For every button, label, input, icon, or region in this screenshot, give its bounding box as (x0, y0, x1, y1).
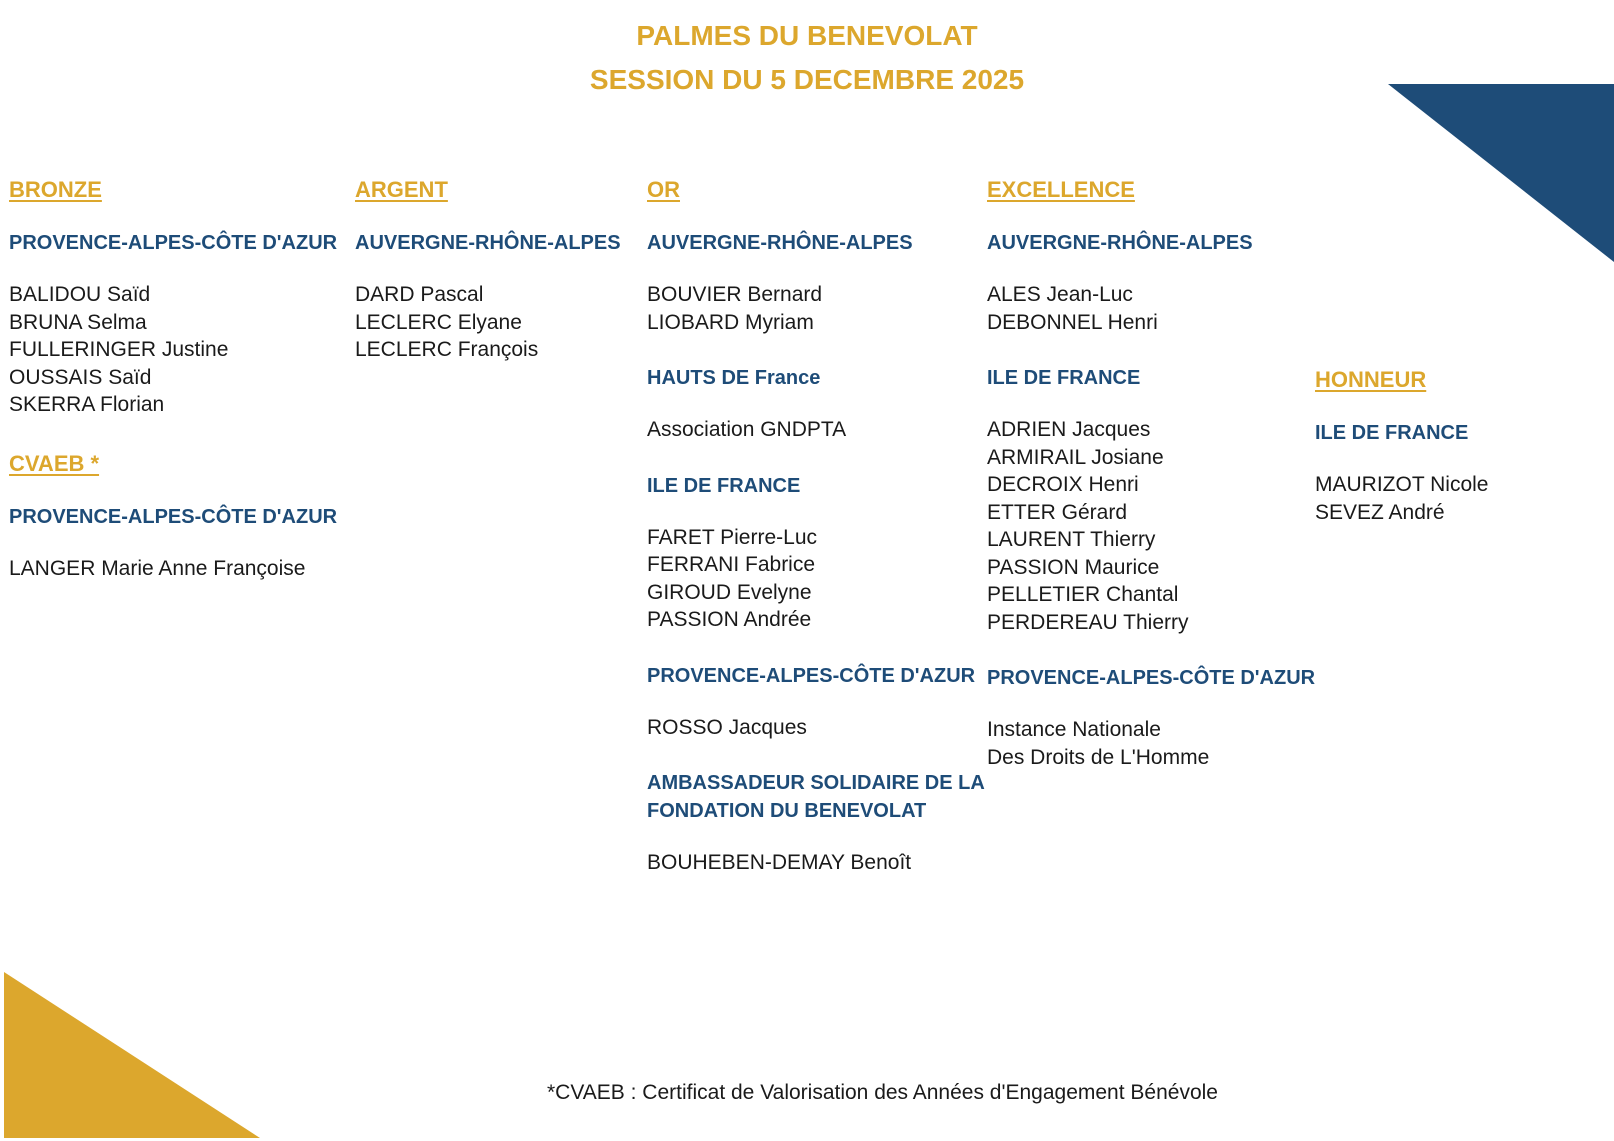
name-list (987, 716, 1315, 771)
category-excellence: EXCELLENCE (987, 177, 1135, 202)
name-item: BOUHEBEN-DEMAY Benoît (647, 851, 912, 874)
name-item: BOUVIER Bernard (647, 283, 823, 306)
name-list (647, 524, 985, 634)
name-item: LECLERC François (355, 338, 539, 361)
name-item: FARET Pierre-Luc (647, 525, 817, 549)
bronze-column (9, 175, 337, 419)
name-list (9, 555, 337, 583)
category-honneur: HONNEUR (1315, 367, 1427, 392)
name-list (987, 416, 1315, 636)
page-title (0, 14, 1614, 102)
name-item: FERRANI Fabrice (647, 553, 816, 576)
region-heading: ILE DE FRANCE (647, 474, 801, 497)
name-item: ROSSO Jacques (647, 715, 807, 739)
name-item: GIROUD Evelyne (647, 580, 812, 604)
name-item: LECLERC Elyane (355, 310, 522, 334)
name-list (647, 714, 985, 742)
name-item: DEBONNEL Henri (987, 310, 1158, 334)
region-heading: AUVERGNE-RHÔNE-ALPES (355, 232, 621, 254)
name-item: ETTER Gérard (987, 500, 1128, 524)
honneur-column (1315, 365, 1488, 526)
name-list (987, 281, 1315, 336)
category-argent: ARGENT (355, 177, 448, 202)
name-list (647, 849, 985, 877)
region-heading: AUVERGNE-RHÔNE-ALPES (647, 232, 913, 254)
name-item: DECROIX Henri (987, 473, 1139, 496)
argent-column (355, 175, 621, 364)
name-list (9, 281, 337, 419)
region-heading-line: FONDATION DU BENEVOLAT (647, 800, 927, 822)
category-cvaeb: CVAEB * (9, 451, 100, 476)
name-item: PELLETIER Chantal (987, 583, 1179, 606)
name-item: LAURENT Thierry (987, 528, 1156, 551)
name-item: Association GNDPTA (647, 418, 847, 441)
region-heading: ILE DE FRANCE (1315, 422, 1469, 444)
excellence-column (987, 175, 1315, 771)
name-item: PERDEREAU Thierry (987, 610, 1189, 634)
decorative-triangle-top-right (1388, 84, 1614, 262)
region-heading-line: AMBASSADEUR SOLIDAIRE DE LA (647, 772, 985, 794)
name-item: BALIDOU Saïd (9, 283, 151, 306)
footnote: *CVAEB : Certificat de Valorisation des Années d'Engagement Bénévole (547, 1081, 1218, 1104)
decorative-triangle-bottom-left (4, 972, 260, 1138)
title-line-2: SESSION DU 5 DECEMBRE 2025 (589, 64, 1025, 95)
title-line-1: PALMES DU BENEVOLAT (636, 20, 978, 51)
name-item: PASSION Andrée (647, 608, 812, 631)
category-or: OR (647, 177, 680, 202)
region-heading: PROVENCE-ALPES-CÔTE D'AZUR (647, 664, 976, 687)
name-list (647, 281, 985, 336)
name-item: LANGER Marie Anne Françoise (9, 557, 306, 580)
name-item: ADRIEN Jacques (987, 418, 1151, 441)
region-heading (647, 769, 985, 825)
region-heading: PROVENCE-ALPES-CÔTE D'AZUR (9, 232, 338, 254)
region-heading: ILE DE FRANCE (987, 367, 1141, 389)
name-list (355, 281, 621, 364)
region-heading: PROVENCE-ALPES-CÔTE D'AZUR (9, 506, 338, 528)
cvaeb-section (9, 449, 337, 583)
name-item: PASSION Maurice (987, 555, 1160, 579)
name-item: OUSSAIS Saïd (9, 365, 152, 389)
region-heading: PROVENCE-ALPES-CÔTE D'AZUR (987, 667, 1316, 689)
name-item: DARD Pascal (355, 283, 484, 306)
name-list (1315, 471, 1488, 526)
region-heading: HAUTS DE France (647, 367, 821, 389)
name-item: BRUNA Selma (9, 310, 147, 334)
name-item: ARMIRAIL Josiane (987, 445, 1164, 469)
region-heading: AUVERGNE-RHÔNE-ALPES (987, 232, 1253, 254)
name-item: SEVEZ André (1315, 500, 1445, 524)
or-column (647, 175, 985, 877)
name-item: MAURIZOT Nicole (1315, 473, 1489, 496)
category-bronze: BRONZE (9, 177, 102, 202)
name-item: FULLERINGER Justine (9, 338, 229, 361)
name-item: LIOBARD Myriam (647, 310, 814, 334)
name-item: Des Droits de L'Homme (987, 745, 1210, 769)
name-item: ALES Jean-Luc (987, 283, 1133, 306)
name-item: Instance Nationale (987, 718, 1161, 741)
name-list (647, 416, 985, 444)
name-item: SKERRA Florian (9, 393, 165, 416)
